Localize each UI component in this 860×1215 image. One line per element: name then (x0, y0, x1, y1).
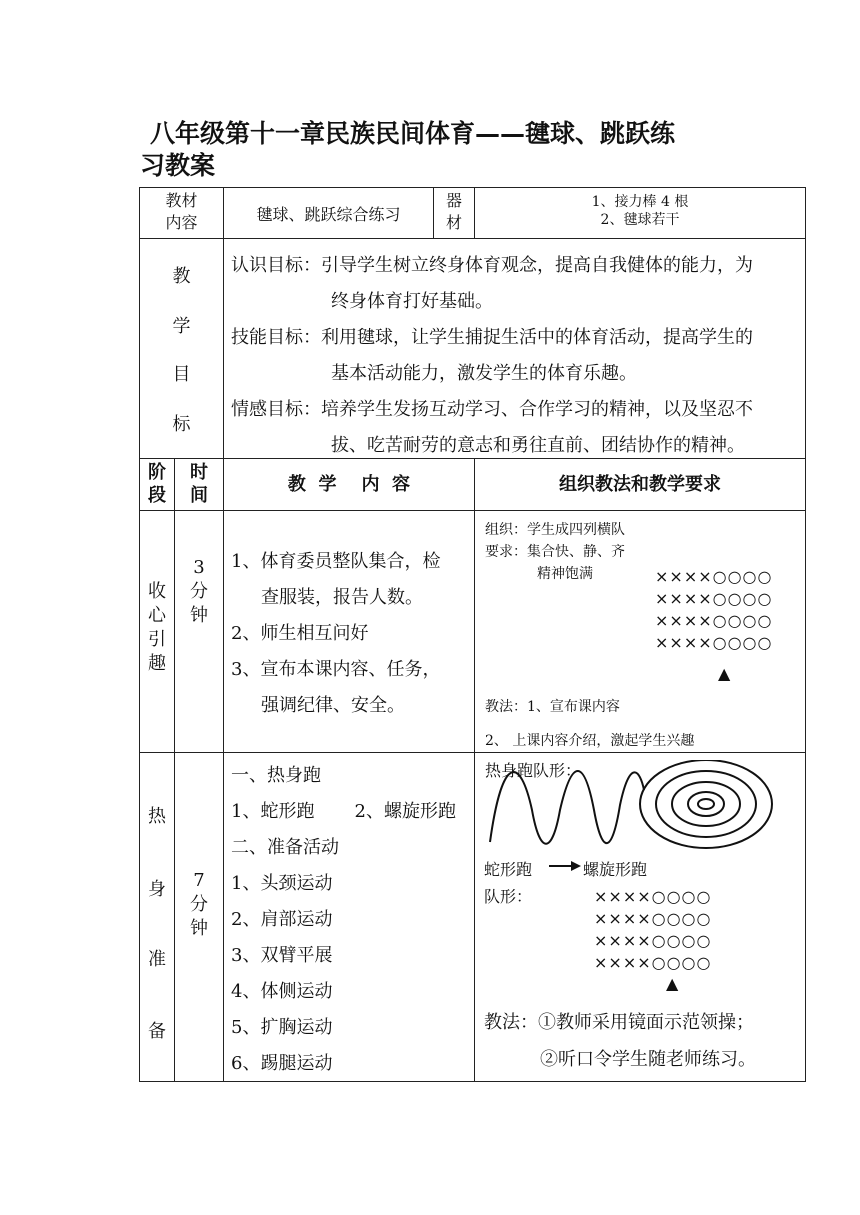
list-item: 2、师生相互问好 (231, 623, 369, 644)
goal-cognitive-cont: 终身体育打好基础。 (331, 291, 493, 312)
list-item: 二、准备活动 (231, 837, 339, 858)
list-item: 查服装，报告人数。 (261, 587, 423, 608)
goal-emotion-cont: 拔、吃苦耐劳的意志和勇往直前、团结协作的精神。 (331, 435, 745, 456)
section1-method-1: 教法：1、宣布课内容 (485, 699, 620, 715)
section2-formation (594, 886, 711, 974)
formation-row: ××××○○○○ (594, 909, 712, 928)
section2-stage-char: 热 (148, 806, 166, 827)
snake-run-label: 蛇形跑 (484, 860, 533, 879)
goals-label-char: 教 (172, 266, 191, 287)
formation-row: ××××○○○○ (655, 633, 773, 652)
teacher-marker: ▲ (666, 974, 679, 993)
spiral-run-label: 螺旋形跑 (583, 860, 648, 879)
goal-skill: 技能目标：利用毽球，让学生捕捉生活中的体育活动，提高学生的 (231, 327, 753, 348)
snake-path (490, 771, 644, 844)
goals-text (231, 248, 803, 464)
section2-stage-char: 备 (148, 1021, 166, 1042)
goal-emotion: 情感目标：培养学生发扬互动学习、合作学习的精神，以及坚忍不 (231, 399, 753, 420)
page-title (140, 118, 750, 182)
arrow-right-icon (547, 858, 583, 874)
section1-formation (655, 566, 772, 654)
diagram-title: 热身跑队形： (485, 761, 582, 780)
list-item: 1、头颈运动 (231, 873, 333, 894)
list-item: 6、踢腿运动 (231, 1053, 333, 1074)
teacher-marker: ▲ (718, 664, 731, 683)
list-item: 1、蛇形跑 2、螺旋形跑 (231, 801, 456, 822)
header-method: 组织教法和教学要求 (559, 474, 721, 495)
list-item: 3、双臂平展 (231, 945, 333, 966)
header-time: 时 间 (190, 462, 208, 506)
formation-row: ××××○○○○ (655, 567, 773, 586)
list-item: 3、宣布本课内容、任务， (231, 659, 441, 680)
equipment-list: 1、接力棒 4 根 2、毽球若干 (591, 194, 689, 228)
section2-time: 7 分 钟 (190, 870, 208, 939)
list-item: 一、热身跑 (231, 765, 321, 786)
title-line-1: 八年级第十一章民族民间体育——毽球、跳跃练 (150, 119, 676, 148)
goals-label-char: 目 (172, 364, 191, 385)
spiral-icon (640, 760, 772, 848)
list-item: 2、肩部运动 (231, 909, 333, 930)
section2-content (231, 758, 471, 1082)
formation-label: 队形： (484, 887, 533, 906)
section2-method-1: 教法：①教师采用镜面示范领操； (484, 1012, 754, 1033)
formation-row: ××××○○○○ (655, 611, 773, 630)
running-path-diagram (480, 760, 805, 860)
section2-method-2: ②听口令学生随老师练习。 (540, 1049, 756, 1070)
goals-label-char: 标 (172, 414, 191, 435)
section1-content (231, 544, 471, 724)
section1-stage: 收 心 引 趣 (148, 581, 166, 674)
goal-skill-cont: 基本活动能力，激发学生的体育乐趣。 (331, 363, 637, 384)
list-item: 1、体育委员整队集合，检 (231, 551, 441, 572)
formation-row: ××××○○○○ (594, 931, 712, 950)
section1-time: 3 分 钟 (190, 557, 208, 626)
title-line-2: 习教案 (140, 151, 216, 180)
formation-row: ××××○○○○ (594, 953, 712, 972)
equipment-label: 器 材 (445, 191, 462, 232)
material-content: 毽球、跳跃综合练习 (256, 205, 401, 224)
header-stage: 阶 段 (148, 462, 166, 506)
formation-row: ××××○○○○ (594, 887, 712, 906)
formation-row: ××××○○○○ (655, 589, 773, 608)
goals-label-char: 学 (172, 316, 191, 337)
material-label: 教材 内容 (165, 191, 198, 232)
list-item: 4、体侧运动 (231, 981, 333, 1002)
list-item: 强调纪律、安全。 (261, 695, 405, 716)
section1-method-2: 2、 上课内容介绍，激起学生兴趣 (485, 733, 695, 749)
section1-org: 组织：学生成四列横队 要求：集合快、静、齐 精神饱满 (485, 522, 625, 582)
section2-stage-char: 准 (148, 949, 166, 970)
header-content: 教 学 内 容 (287, 474, 411, 495)
list-item: 5、扩胸运动 (231, 1017, 333, 1038)
goal-cognitive: 认识目标：引导学生树立终身体育观念，提高自我健体的能力，为 (231, 255, 753, 276)
section2-stage-char: 身 (148, 879, 166, 900)
